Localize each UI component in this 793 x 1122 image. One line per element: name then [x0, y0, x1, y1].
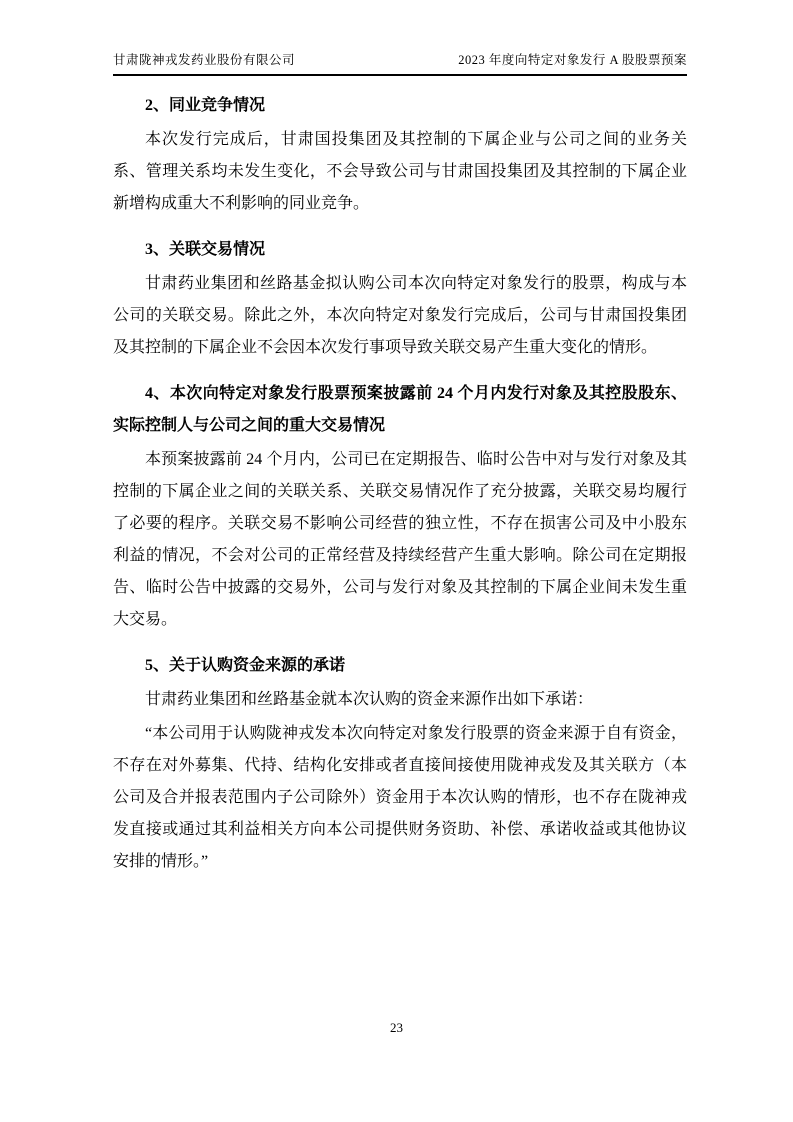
section-2-paragraph: 本次发行完成后，甘肃国投集团及其控制的下属企业与公司之间的业务关系、管理关系均未发生变化，不会导致公司与甘肃国投集团及其控制的下属企业新增构成重大不利影响的同业竞争。 — [113, 131, 687, 212]
document-content — [113, 76, 687, 880]
section-4-heading: 4、本次向特定对象发行股票预案披露前 24 个月内发行对象及其控股股东、实际控制人与公司之间的重大交易情况 — [113, 385, 687, 434]
section-3-heading: 3、关联交易情况 — [145, 241, 266, 258]
header-company-name: 甘肃陇神戎发药业股份有限公司 — [113, 53, 296, 67]
section-5-heading: 5、关于认购资金来源的承诺 — [145, 657, 346, 674]
section-3-paragraph: 甘肃药业集团和丝路基金拟认购公司本次向特定对象发行的股票，构成与本公司的关联交易。除此之外，本次向特定对象发行完成后，公司与甘肃国投集团及其控制的下属企业不会因本次发行事项导致关联交易产生重大变化的情形。 — [113, 275, 687, 356]
section-2-heading: 2、同业竞争情况 — [145, 97, 266, 114]
section-4-paragraph: 本预案披露前 24 个月内，公司已在定期报告、临时公告中对与发行对象及其控制的下属企业之间的关联关系、关联交易情况作了充分披露，关联交易均履行了必要的程序。关联交易不影响公司经营的独立性，不存在损害公司及中小股东利益的情况，不会对公司的正常经营及持续经营产生重大影响。除公司在定期报告、临时公告中披露的交易外，公司与发行对象及其控制的下属企业间未发生重大交易。 — [113, 451, 687, 628]
header-doc-title: 2023 年度向特定对象发行 A 股股票预案 — [458, 53, 687, 67]
section-5-paragraph-intro: 甘肃药业集团和丝路基金就本次认购的资金来源作出如下承诺： — [145, 691, 594, 708]
page-header — [113, 50, 687, 76]
page-footer — [0, 1020, 793, 1036]
section-5-paragraph-commitment-quote: “本公司用于认购陇神戎发本次向特定对象发行股票的资金来源于自有资金，不存在对外募集、代持、结构化安排或者直接间接使用陇神戎发及其关联方（本公司及合并报表范围内子公司除外）资金用于本次认购的情形，也不存在陇神戎发直接或通过其利益相关方向本公司提供财务资助、补偿、承诺收益或其他协议安排的情形。” — [113, 725, 687, 870]
page-number: 23 — [390, 1020, 403, 1035]
